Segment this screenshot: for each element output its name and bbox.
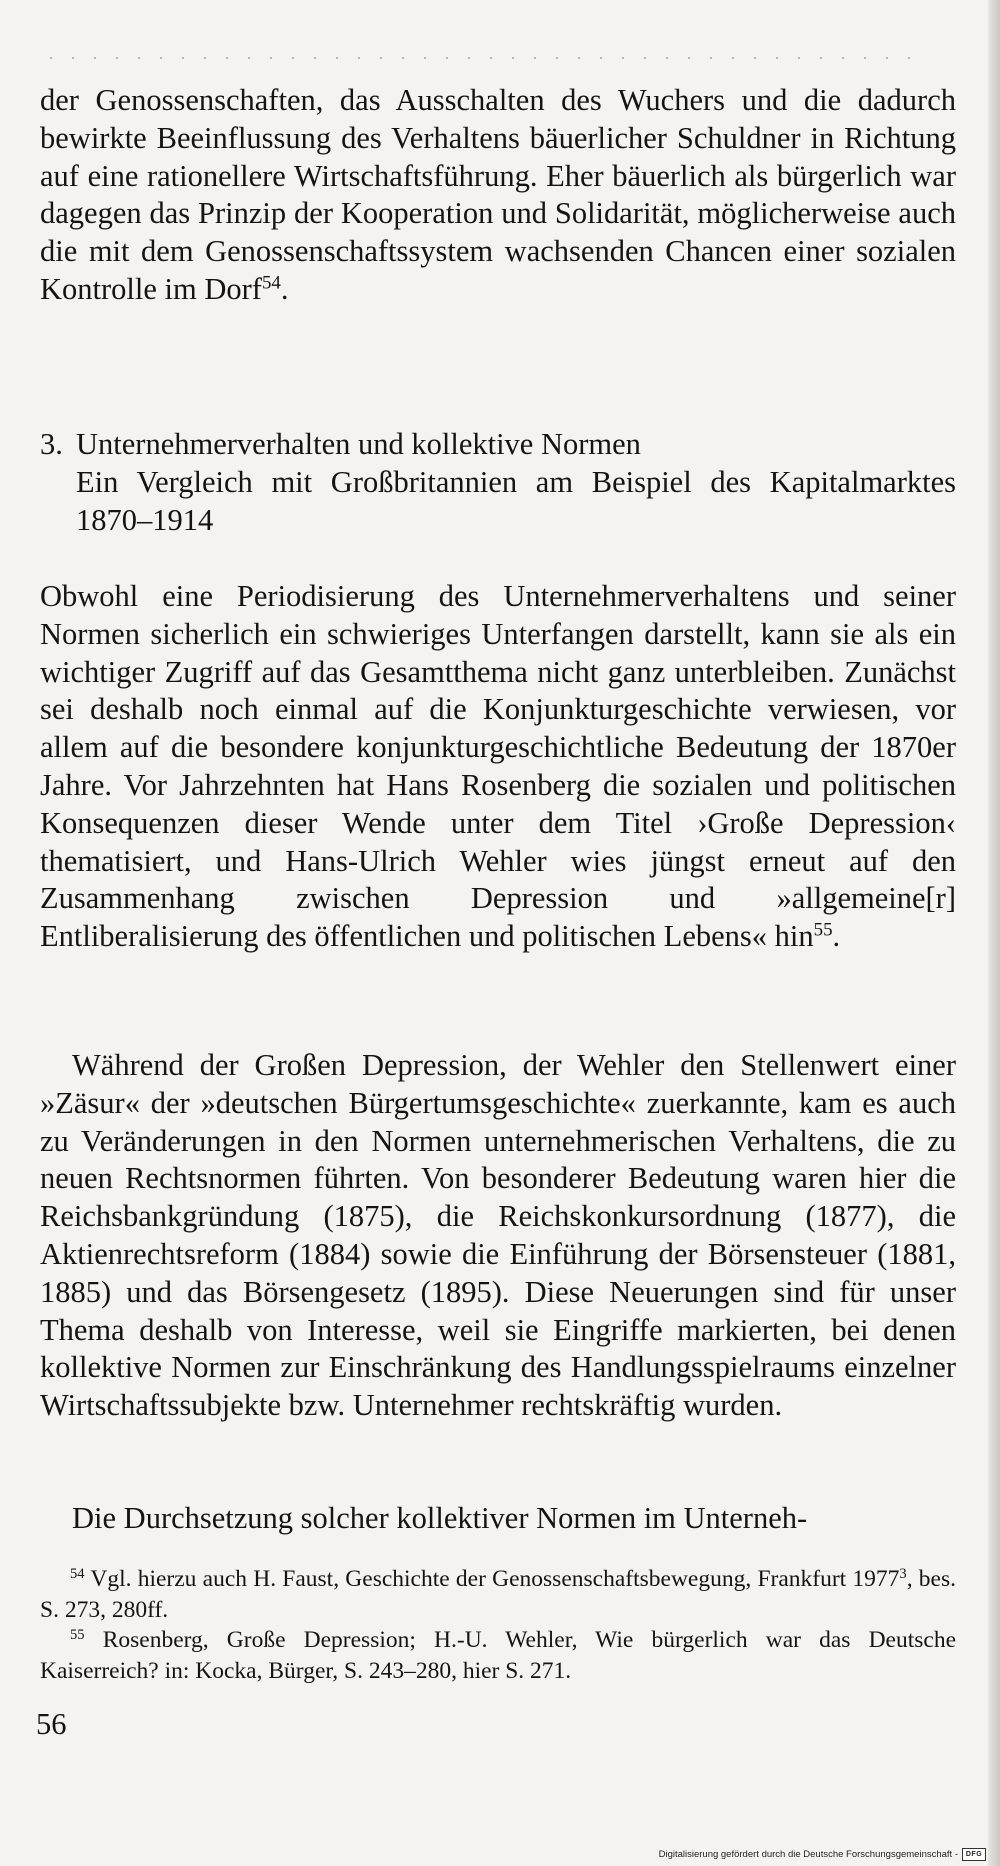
footnote-text: Rosenberg, Große Depression; H.-U. Wehler, Wie bürgerlich war das Deutsche Kaiserreich? in: Kocka, Bürger, S. 243–280, hier S. 271. [40,1627,957,1684]
footnote-ref-55[interactable]: 55 [813,919,833,941]
body-paragraph-1 [40,82,956,309]
footnotes [40,1564,956,1686]
paragraph-tail: . [280,271,289,306]
footnote-number: 54 [70,1566,85,1582]
section-title: Unternehmerverhalten und kollektive Normen [76,427,641,461]
page-number: 56 [36,1707,67,1741]
body-paragraph-3: Während der Großen Depression, der Wehler den Stellenwert einer »Zäsur« der »deutschen Bürgertumsgeschichte« zuerkannte, kam es auch zu Veränderungen in den Normen unternehmerischen Verhaltens, die zu neuen Rechtsnormen führten. Von besonderer Bedeutung waren hier die Reichsbankgründung (1875), die Reichskonkursordnung (1877), die Aktienrechtsreform (1884) sowie die Einführung der Börsensteuer (1881, 1885) und das Börsengesetz (1895). Diese Neuerungen sind für unser Thema deshalb von Interesse, weil sie Eingriffe markierten, bei denen kollektive Normen zur Einschränkung des Handlungsspielraums einzelner Wirtschaftssubjekte bzw. Unternehmer rechtskräftig wurden. [40,1048,956,1423]
paragraph-tail: . [832,919,841,954]
footnote-55 [40,1625,956,1686]
page-edge-shadow [988,0,1000,1866]
paragraph-text: der Genossenschaften, das Ausschalten des Wuchers und die dadurch bewirkte Beeinflussung des Verhaltens bäuerlicher Schuldner in Richtung auf eine rationellere Wirtschaftsführung. Eher bäuerlich als bürgerlich war dagegen das Prinzip der Kooperation und Solidarität, möglicherweise auch die mit dem Genossenschaftssystem wachsenden Chancen einer sozialen Kontrolle im Dorf [40,83,956,306]
credit-text: Digitalisierung gefördert durch die Deutsche Forschungsgemeinschaft - [658,1848,958,1860]
header-dotted-rule [40,57,920,59]
footnote-text: Vgl. hierzu auch H. Faust, Geschichte der Genossenschaftsbewegung, Frankfurt 1977 [90,1566,900,1592]
section-subtitle: Ein Vergleich mit Großbritannien am Beispiel des Kapitalmarktes 1870–1914 [76,464,956,537]
digitization-credit [659,1848,986,1861]
body-paragraph-4: Die Durchsetzung solcher kollektiver Normen im Unterneh- [72,1501,808,1535]
footnote-number: 55 [70,1627,85,1643]
footnote-54 [40,1564,956,1625]
dfg-logo-icon: DFG [962,1848,986,1861]
edition-superscript: 3 [899,1566,907,1582]
body-paragraph-2 [40,578,956,956]
footnote-ref-54[interactable]: 54 [261,272,281,294]
section-number: 3. [40,427,63,461]
paragraph-text: Obwohl eine Periodisierung des Unternehmerverhaltens und seiner Normen sicherlich ein schwieriges Unterfangen darstellt, kann sie als ein wichtiger Zugriff auf das Gesamtthema nicht ganz unterbleiben. Zunächst sei deshalb noch einmal auf die Konjunkturgeschichte verwiesen, vor allem auf die besondere konjunkturgeschichtliche Bedeutung der 1870er Jahre. Vor Jahrzehnten hat Hans Rosenberg die sozialen und politischen Konsequenzen dieser Wende unter dem Titel ›Große Depression‹ thematisiert, und Hans-Ulrich Wehler wies jüngst erneut auf den Zusammenhang zwischen Depression und »allgemeine[r] Entliberalisierung des öffentlichen und politischen Lebens« hin [40,579,956,954]
footnote-text-tail: , bes. S. 273, 280ff. [40,1566,956,1623]
